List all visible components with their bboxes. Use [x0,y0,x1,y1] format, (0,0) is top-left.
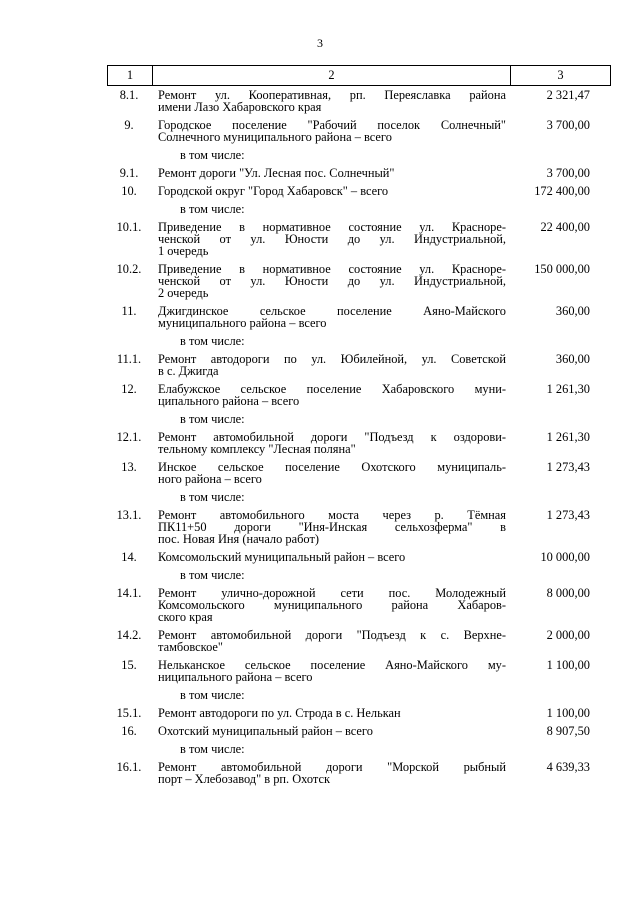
row-amount: 1 261,30 [546,382,590,396]
row-description [158,383,506,407]
header-col-3: 3 [557,68,564,82]
table-row [0,263,640,299]
description-line: в том числе: [180,742,245,756]
table-row [0,335,640,347]
row-amount: 4 639,33 [546,760,590,774]
row-description [180,569,528,581]
row-number: 10. [121,184,137,198]
table-row [0,305,640,329]
description-line: Елабужское сельское поселение Хабаровского муни- [158,382,506,396]
row-description [158,725,506,737]
description-line: Приведение в нормативное состояние ул. Красноре- [158,262,506,276]
row-amount: 2 000,00 [546,628,590,642]
description-line: Ремонт автомобильного моста через р. Тёмная [158,508,506,522]
row-description [158,707,506,719]
description-line: в с. Джигда [158,364,219,378]
description-line: Ремонт автодороги по ул. Юбилейной, ул. Советской [158,352,506,366]
row-number: 8.1. [119,88,139,102]
row-number: 16. [121,724,137,738]
row-number: 9.1. [119,166,139,180]
row-amount: 1 273,43 [546,460,590,474]
table-row [0,551,640,563]
row-description [180,335,528,347]
row-amount: 1 100,00 [546,706,590,720]
row-description [180,689,528,701]
row-amount: 2 321,47 [546,88,590,102]
row-number: 9. [124,118,134,132]
row-amount: 360,00 [555,304,590,318]
description-line: в том числе: [180,202,245,216]
table-row [0,431,640,455]
description-line: порт – Хлебозавод" в рп. Охотск [158,772,331,786]
table-row [0,707,640,719]
table-row [0,185,640,197]
description-line: в том числе: [180,568,245,582]
table-row [0,167,640,179]
row-description [158,587,506,623]
row-description [158,305,506,329]
table-row [0,491,640,503]
row-amount: 3 700,00 [546,118,590,132]
row-number: 11. [121,304,137,318]
table-row [0,587,640,623]
description-line: Приведение в нормативное состояние ул. Красноре- [158,220,506,234]
table-row [0,149,640,161]
row-number: 12.1. [116,430,142,444]
row-amount: 1 273,43 [546,508,590,522]
description-line: ного района – всего [158,472,262,486]
table-row [0,761,640,785]
description-line: Ремонт автодороги по ул. Строда в с. Нелькан [158,706,401,720]
description-line: 2 очередь [158,286,209,300]
row-description [158,119,506,143]
description-line: Охотский муниципальный район – всего [158,724,373,738]
row-amount: 10 000,00 [540,550,590,564]
row-description [158,89,506,113]
description-line: Ремонт улично-дорожной сети пос. Молодежный [158,586,506,600]
row-description [180,203,528,215]
row-amount: 150 000,00 [534,262,590,276]
row-description [158,659,506,683]
description-line: Солнечного муниципального района – всего [158,130,392,144]
row-amount: 3 700,00 [546,166,590,180]
page-number: 3 [317,36,323,50]
row-description [180,149,528,161]
row-description [158,353,506,377]
table-body [0,89,640,791]
description-line: Комсомольский муниципальный район – всего [158,550,406,564]
row-description [158,551,506,563]
description-line: в том числе: [180,148,245,162]
table-row [0,659,640,683]
row-number: 10.2. [116,262,142,276]
table-row [0,725,640,737]
row-description [158,221,506,257]
table-row [0,689,640,701]
row-number: 14. [121,550,137,564]
description-line: в том числе: [180,412,245,426]
row-description [158,461,506,485]
description-line: Комсомольского муниципального района Хабаров- [158,598,506,612]
description-line: Инское сельское поселение Охотского муниципаль- [158,460,506,474]
row-number: 15. [121,658,137,672]
row-number: 11.1. [116,352,142,366]
table-row [0,413,640,425]
row-description [158,509,506,545]
description-line: ченской от ул. Юности до ул. Индустриальной, [158,274,506,288]
description-line: в том числе: [180,490,245,504]
description-line: в том числе: [180,334,245,348]
row-description [158,629,506,653]
description-line: 1 очередь [158,244,209,258]
description-line: Городской округ "Город Хабаровск" – всего [158,184,389,198]
description-line: ченской от ул. Юности до ул. Индустриальной, [158,232,506,246]
row-number: 13.1. [116,508,142,522]
description-line: муниципального района – всего [158,316,327,330]
description-line: Ремонт ул. Кооперативная, рп. Переяславка района [158,88,506,102]
row-amount: 1 100,00 [546,658,590,672]
description-line: Городское поселение "Рабочий поселок Солнечный" [158,118,506,132]
description-line: Ремонт дороги "Ул. Лесная пос. Солнечный" [158,166,395,180]
description-line: имени Лазо Хабаровского края [158,100,322,114]
description-line: Ремонт автомобильной дороги "Морской рыбный [158,760,506,774]
description-line: ского края [158,610,213,624]
row-description [158,761,506,785]
row-amount: 22 400,00 [540,220,590,234]
row-number: 13. [121,460,137,474]
header-col-1: 1 [108,66,153,85]
description-line: в том числе: [180,688,245,702]
description-line: пос. Новая Иня (начало работ) [158,532,319,546]
description-line: тамбовское" [158,640,223,654]
header-col-2: 2 [153,66,511,85]
row-description [158,185,506,197]
table-header [107,65,611,86]
description-line: Ремонт автомобильной дороги "Подъезд к оздорови- [158,430,506,444]
row-description [180,413,528,425]
description-line: Ремонт автомобильной дороги "Подъезд к с. Верхне- [158,628,506,642]
row-description [158,167,506,179]
description-line: ниципального района – всего [158,670,313,684]
table-row [0,221,640,257]
description-line: Джигдинское сельское поселение Аяно-Майского [158,304,506,318]
row-description [180,743,528,755]
row-number: 12. [121,382,137,396]
table-row [0,203,640,215]
row-amount: 172 400,00 [534,184,590,198]
description-line: ПК11+50 дороги "Иня-Инская сельхозферма" в [158,520,506,534]
table-row [0,461,640,485]
table-row [0,119,640,143]
row-description [158,431,506,455]
table-row [0,89,640,113]
description-line: Нельканское сельское поселение Аяно-Майского му- [158,658,506,672]
table-row [0,353,640,377]
row-number: 14.2. [116,628,142,642]
row-amount: 360,00 [555,352,590,366]
description-line: тельному комплексу "Лесная поляна" [158,442,356,456]
table-row [0,383,640,407]
row-amount: 8 907,50 [546,724,590,738]
row-description [180,491,528,503]
table-row [0,743,640,755]
row-description [158,263,506,299]
row-number: 14.1. [116,586,142,600]
table-row [0,629,640,653]
row-amount: 1 261,30 [546,430,590,444]
row-number: 10.1. [116,220,142,234]
description-line: ципального района – всего [158,394,300,408]
row-number: 16.1. [116,760,142,774]
table-row [0,509,640,545]
row-number: 15.1. [116,706,142,720]
row-amount: 8 000,00 [546,586,590,600]
table-row [0,569,640,581]
